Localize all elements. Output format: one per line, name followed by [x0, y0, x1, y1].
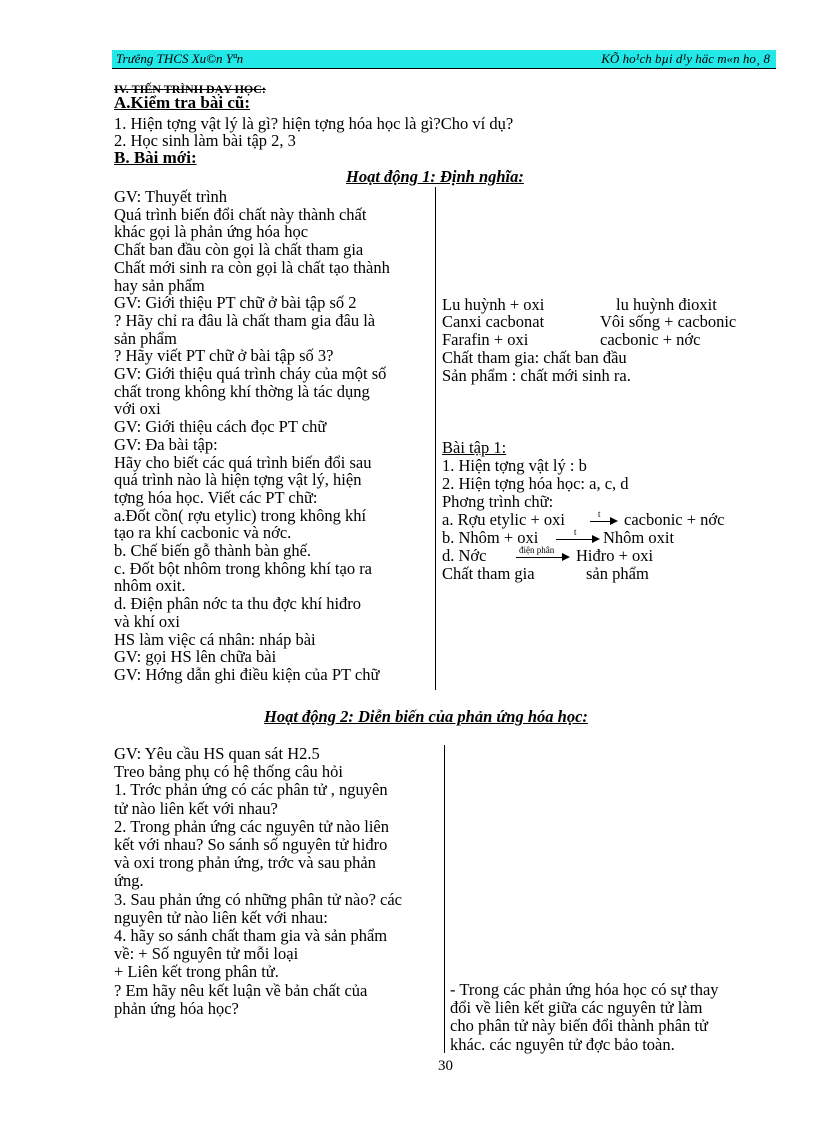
equation-2-right: Vôi sống + cacbonic — [600, 312, 737, 331]
activity-2-left-line: 1. Trớc phản ứng có các phân tử , nguyên — [114, 780, 388, 800]
activity-2-left-line: 2. Trong phản ứng các nguyên tử nào liên — [114, 816, 389, 836]
word-equation-a-right: cacbonic + nớc — [624, 510, 725, 529]
activity-2-left-line: ứng. — [114, 871, 144, 891]
reactant-definition: Chất tham gia: chất ban đầu — [442, 348, 627, 367]
activity-1-left-line: Quá trình biến đổi chất này thành chất — [114, 204, 367, 224]
section-title: IV. TIẾN TRÌNH DẠY HỌC: — [114, 82, 266, 96]
activity-2-left-line: nguyên tử nào liên kết với nhau: — [114, 907, 328, 927]
activity-2-conclusion-line: đổi về liên kết giữa các nguyên tử làm — [450, 998, 703, 1018]
activity-1-left-line: Chất mới sinh ra còn gọi là chất tạo thành — [114, 257, 390, 277]
word-equation-title: Phơng trình chữ: — [442, 492, 554, 511]
activity-1-left-line: và khí oxi — [114, 611, 180, 631]
activity-1-left-line: d. Điện phân nớc ta thu đợc khí hiđro — [114, 594, 362, 614]
activity-2-left-line: 4. hãy so sánh chất tham gia và sản phẩm — [114, 926, 388, 945]
activity-1-left-line: ? Hãy viết PT chữ ở bài tập số 3? — [114, 346, 334, 366]
activity-1-left-line: b. Chế biến gỗ thành bàn ghế. — [114, 541, 312, 560]
reaction-arrow-a — [590, 521, 616, 522]
word-equation-a-left: a. Rợu etylic + oxi — [442, 510, 565, 529]
activity-2-left-line: và oxi trong phản ứng, trớc và sau phản — [114, 853, 376, 873]
exercise-1-answer-1: 1. Hiện tợng vật lý : b — [442, 456, 587, 475]
activity-1-left-line: sản phẩm — [114, 328, 177, 348]
activity-1-left-line: HS làm việc cá nhân: nháp bài — [114, 629, 316, 649]
activity-2-conclusion-line: khác. các nguyên tử đợc bảo toàn. — [450, 1034, 675, 1054]
activity-2-left-line: GV: Yêu cầu HS quan sát H2.5 — [114, 744, 320, 763]
activity-1-left-line: GV: Hớng dẫn ghi điều kiện của PT chữ — [114, 664, 380, 684]
activity-1-left-line: nhôm oxit. — [114, 576, 186, 596]
activity-2-left-line: phản ứng hóa học? — [114, 998, 239, 1018]
activity-2-left-line: kết với nhau? So sánh số nguyên tử hiđro — [114, 835, 388, 854]
activity-1-left-line: a.Đốt cồn( rợu etylic) trong không khí — [114, 505, 367, 525]
activity-1-title: Hoạt động 1: Định nghĩa: — [346, 167, 524, 186]
exercise-1-answer-2: 2. Hiện tợng hóa học: a, c, d — [442, 474, 629, 493]
part-a-question-1: 1. Hiện tợng vật lý là gì? hiện tợng hóa học là gì?Cho ví dụ? — [114, 114, 514, 133]
activity-1-left-line: Hãy cho biết các quá trình biến đổi sau — [114, 452, 372, 472]
activity-1-left-line: khác gọi là phản ứng hóa học — [114, 222, 309, 242]
activity-1-left-line: GV: Đa bài tập: — [114, 434, 218, 454]
activity-1-left-line: GV: Giới thiệu cách đọc PT chữ — [114, 417, 327, 437]
activity-2-title: Hoạt động 2: Diễn biến của phản ứng hóa học: — [264, 707, 588, 726]
activity-1-left-line: quá trình nào là hiện tợng vật lý, hiện — [114, 470, 362, 490]
activity-1-left-line: Chất ban đầu còn gọi là chất tham gia — [114, 240, 364, 260]
summary-reactant: Chất tham gia — [442, 564, 535, 583]
equation-3-right: cacbonic + nớc — [600, 330, 701, 349]
activity-1-left-line: GV: Giới thiệu PT chữ ở bài tập số 2 — [114, 293, 357, 313]
condition-heat-b: t — [574, 527, 577, 537]
part-b-title: B. Bài mới: — [114, 148, 197, 167]
page-header — [112, 50, 776, 69]
activity-1-left-line: tợng hóa học. Viết các PT chữ: — [114, 487, 318, 507]
activity-1-left-line: với oxi — [114, 399, 161, 419]
activity-1-left-line: tạo ra khí cacbonic và nớc. — [114, 523, 292, 543]
activity-1-left-line: GV: Giới thiệu quá trình cháy của một số — [114, 364, 387, 383]
reaction-arrow-d — [516, 557, 568, 558]
activity-1-left-line: c. Đốt bột nhôm trong không khí tạo ra — [114, 558, 373, 578]
condition-electrolysis-d: điện phân — [519, 545, 555, 555]
product-definition: Sản phẩm : chất mới sinh ra. — [442, 366, 631, 385]
equation-1-left: Lu huỳnh + oxi — [442, 295, 545, 314]
activity-2-conclusion-line: cho phân tử này biến đổi thành phân tử — [450, 1016, 708, 1036]
column-divider-1 — [435, 187, 436, 690]
activity-2-left-line: ? Em hãy nêu kết luận về bản chất của — [114, 980, 368, 1000]
activity-2-conclusion-line: - Trong các phản ứng hóa học có sự thay — [450, 980, 719, 999]
column-divider-2 — [444, 745, 445, 1053]
word-equation-b-right: Nhôm oxit — [603, 528, 675, 547]
part-a-title: A.Kiểm tra bài cũ: — [114, 93, 250, 112]
summary-product: sản phẩm — [586, 564, 649, 583]
activity-1-left-line: chất trong không khí thờng là tác dụng — [114, 381, 370, 401]
activity-1-left-line: GV: Thuyết trình — [114, 187, 228, 206]
equation-1-right: lu huỳnh đioxit — [616, 295, 717, 314]
word-equation-b-left: b. Nhôm + oxi — [442, 528, 539, 547]
equation-2-left: Canxi cacbonat — [442, 312, 545, 331]
exercise-1-title: Bài tập 1: — [442, 438, 507, 457]
reaction-arrow-b — [556, 539, 598, 540]
page-number: 30 — [438, 1058, 453, 1074]
header-subject: KÕ ho¹ch bµi d¹y häc m«n ho¸ 8 — [601, 51, 770, 66]
activity-2-left-line: tử nào liên kết với nhau? — [114, 798, 278, 818]
activity-2-left-line: + Liên kết trong phân tử. — [114, 962, 279, 982]
activity-1-left-line: ? Hãy chỉ ra đâu là chất tham gia đâu là — [114, 310, 376, 330]
activity-1-left-line: hay sản phẩm — [114, 275, 205, 295]
equation-3-left: Farafin + oxi — [442, 330, 529, 349]
word-equation-d-left: d. Nớc — [442, 546, 487, 565]
activity-1-left-line: GV: gọi HS lên chữa bài — [114, 647, 277, 667]
activity-2-left-line: về: + Số nguyên tử mỗi loại — [114, 944, 299, 964]
part-a-question-2: 2. Học sinh làm bài tập 2, 3 — [114, 131, 296, 150]
activity-2-left-line: 3. Sau phản ứng có những phân tử nào? các — [114, 889, 403, 909]
header-school: Trưêng THCS Xu©n Yªn — [116, 51, 244, 66]
word-equation-d-right: Hiđro + oxi — [576, 546, 654, 565]
activity-2-left-line: Treo bảng phụ có hệ thống câu hỏi — [114, 762, 343, 782]
condition-heat-a: t — [598, 509, 601, 519]
